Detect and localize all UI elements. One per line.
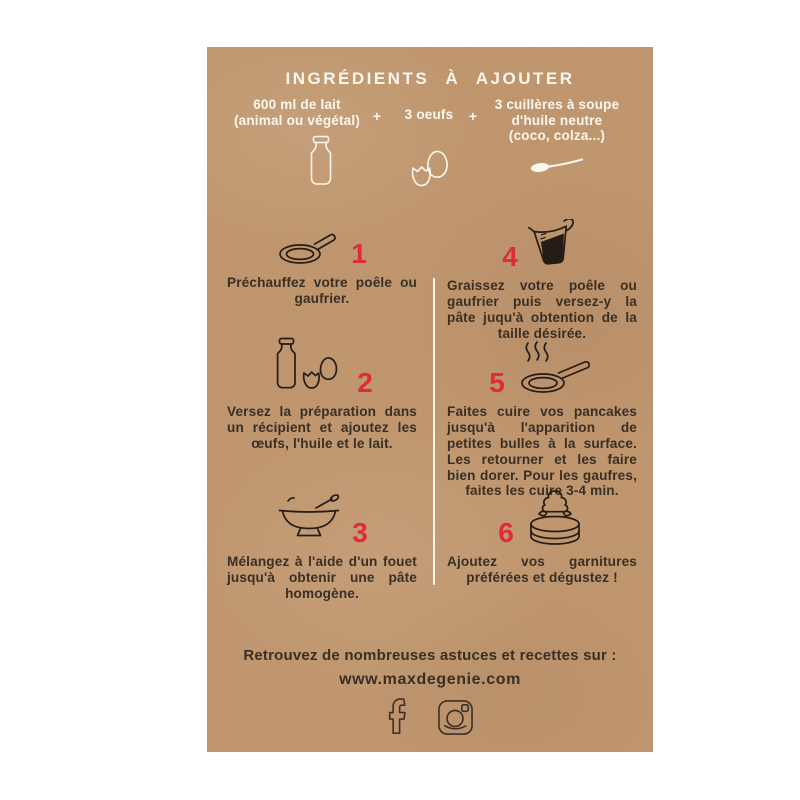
step-3 [227,493,417,602]
ingredient-line: 600 ml de lait [253,97,341,112]
mixing-bowl-icon [276,493,342,545]
step-text: Versez la préparation dans un récipient et ajoutez les œufs, l'huile et le lait. [227,404,417,451]
facebook-icon [387,697,413,737]
steaming-pan-icon [515,341,595,395]
pancake-stack-icon [524,487,586,545]
step-number: 4 [502,240,518,272]
step-number: 6 [498,516,514,548]
bottle-and-egg-icon [271,337,347,395]
step-number: 2 [357,366,373,398]
ingredient-line: (coco, colza...) [508,128,606,143]
ingredient-line: (animal ou végétal) [233,112,361,128]
ingredient-line: 3 cuillères à soupe [494,97,620,112]
instagram-icon [437,699,474,736]
step-number: 3 [352,516,368,548]
plus-separator: + [372,108,382,124]
website-url: www.maxdegenie.com [339,671,521,688]
measuring-cup-icon [528,219,582,269]
step-number: 5 [489,366,505,398]
ingredient-oil [473,97,641,174]
step-5 [447,341,637,499]
step-6 [447,487,637,586]
step-number: 1 [351,237,367,269]
frying-pan-icon [277,228,341,266]
page-title: INGRÉDIENTS À AJOUTER [285,69,575,88]
step-2 [227,337,417,452]
ingredient-milk [213,97,381,187]
step-1 [227,228,417,307]
ingredient-eggs [384,97,474,191]
step-text: Faites cuire vos pancakes jusqu'à l'apparition de petites bulles à la surface. Les retourner et les faire bien dorer. Pour les gaufres, faites les cuire 3-4 min. [447,404,637,499]
column-divider [433,278,435,585]
spoon-icon [473,156,641,174]
step-text: Graissez votre poêle ou gaufrier puis versez-y la pâte juqu'à obtention de la taille désirée. [447,278,637,341]
step-text: Ajoutez vos garnitures préférées et dégustez ! [447,554,637,585]
step-text: Préchauffez votre poêle ou gaufrier. [227,275,417,306]
footer-tagline: Retrouvez de nombreuses astuces et recettes sur : [243,647,617,664]
recipe-card [207,47,653,752]
ingredient-line: d'huile neutre [511,112,603,128]
plus-separator: + [468,108,478,124]
eggs-icon [384,149,474,191]
step-text: Mélangez à l'aide d'un fouet jusqu'à obtenir une pâte homogène. [227,554,417,601]
ingredient-line: 3 oeufs [404,107,454,122]
step-4 [447,219,637,342]
milk-bottle-icon [237,135,405,187]
social-icons-row [207,697,653,737]
